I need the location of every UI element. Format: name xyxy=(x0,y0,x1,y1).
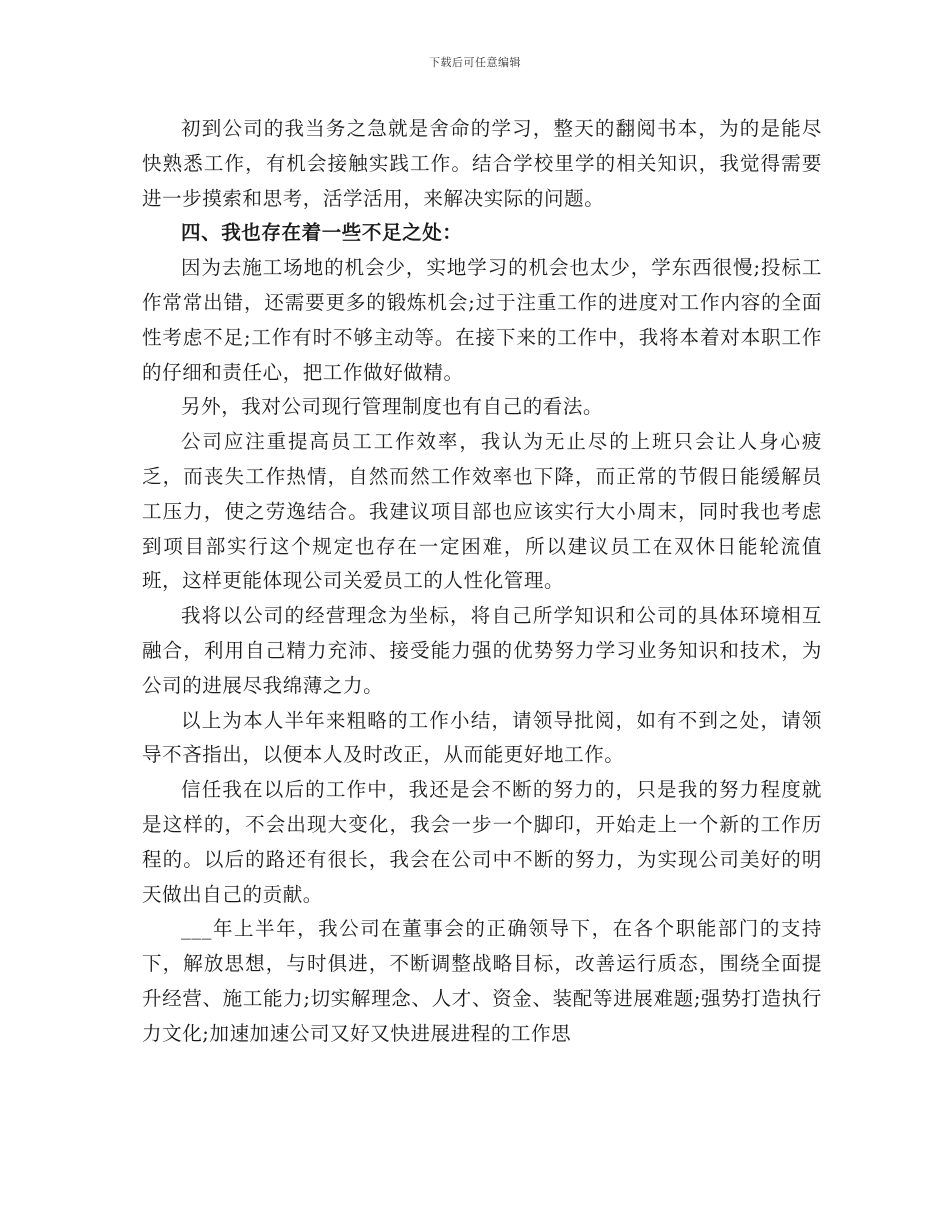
section-heading-shortcomings: 四、我也存在着一些不足之处： xyxy=(181,221,463,245)
paragraph-philosophy: 我将以公司的经营理念为坐标，将自己所学知识和公司的具体环境相互融合，利用自己精力充沛、接受能力强的优势努力学习业务知识和技术，为公司的进展尽我绵薄之力。 xyxy=(142,604,822,697)
paragraph-management-opinion: 另外，我对公司现行管理制度也有自己的看法。 xyxy=(181,395,604,419)
paragraph-summary: 以上为本人半年来粗略的工作小结，请领导批阅，如有不到之处，请领导不吝指出，以便本人及时改正，从而能更好地工作。 xyxy=(142,708,822,767)
paragraph-shortcomings: 因为去施工场地的机会少，实地学习的机会也太少，学东西很慢;投标工作常常出错，还需要更多的锻炼机会;过于注重工作的进度对工作内容的全面性考虑不足;工作有时不够主动等。在接下来的工作中，我将本着对本职工作的仔细和责任心，把工作做好做精。 xyxy=(142,256,822,384)
page-header-note: 下载后可任意编辑 xyxy=(429,56,521,69)
paragraph-commitment: 信任我在以后的工作中，我还是会不断的努力的，只是我的努力程度就是这样的，不会出现大变化，我会一步一个脚印，开始走上一个新的工作历程的。以后的路还有很长，我会在公司中不断的努力，为实现公司美好的明天做出自己的贡献。 xyxy=(142,778,822,906)
paragraph-learning: 初到公司的我当务之急就是舍命的学习，整天的翻阅书本，为的是能尽快熟悉工作，有机会接触实践工作。结合学校里学的相关知识，我觉得需要进一步摸索和思考，活学活用，来解决实际的问题。 xyxy=(142,117,822,210)
paragraph-half-year-report: ___年上半年，我公司在董事会的正确领导下，在各个职能部门的支持下，解放思想，与时俱进，不断调整战略目标，改善运行质态，围绕全面提升经营、施工能力;切实解理念、人才、资金、装配等进展难题;强势打造执行力文化;加速加速公司又好又快进展进程的工作思 xyxy=(142,917,822,1045)
paragraph-efficiency: 公司应注重提高员工工作效率，我认为无止尽的上班只会让人身心疲乏，而丧失工作热情，自然而然工作效率也下降，而正常的节假日能缓解员工压力，使之劳逸结合。我建议项目部也应该实行大小周末，同时我也考虑到项目部实行这个规定也存在一定困难，所以建议员工在双休日能轮流值班，这样更能体现公司关爱员工的人性化管理。 xyxy=(142,430,822,593)
document-body xyxy=(142,112,822,1052)
